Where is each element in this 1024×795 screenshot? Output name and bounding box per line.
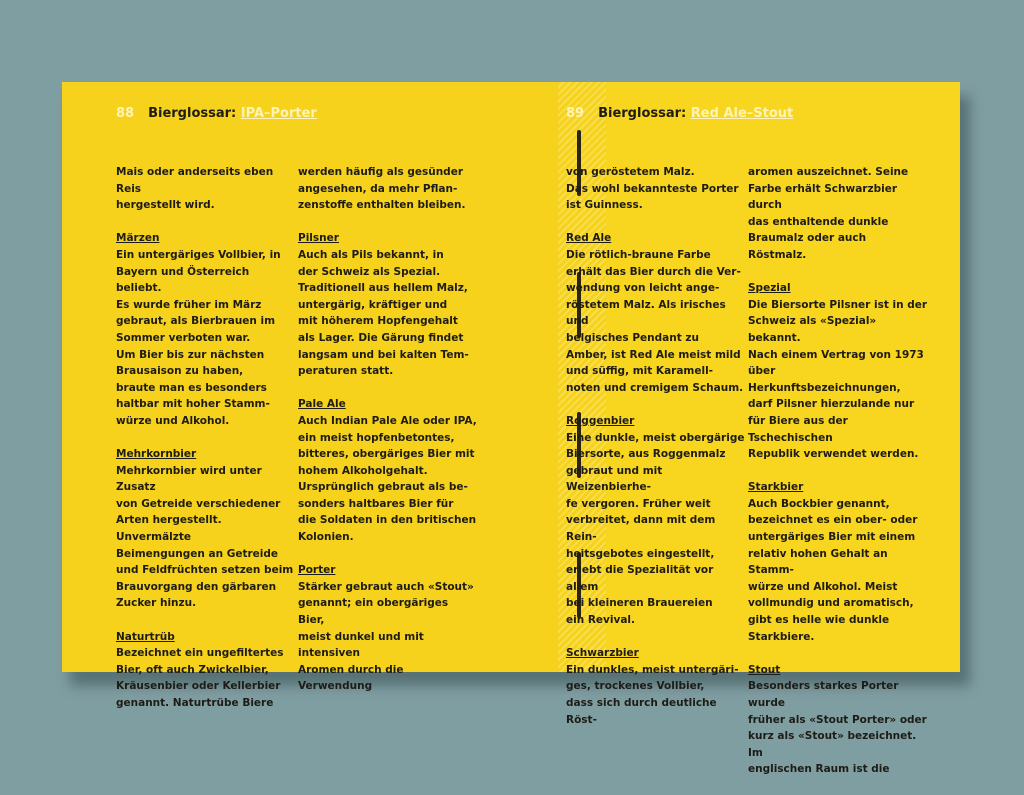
entry-term: Porter [298, 564, 336, 577]
entry-term: Märzen [116, 232, 160, 245]
entry-term: Schwarzbier [566, 647, 639, 660]
entry-text: Bezeichnet ein ungefiltertes Bier, oft auch Zwickelbier, Kräusenbier oder Kellerbier genannt. Naturtrübe Biere [116, 647, 284, 709]
entry-text: Die rötlich-braune Farbe erhält das Bier durch die Ver- wendung von leicht ange- röstetem Malz. Als irisches und belgisches Pendant zu Amber, ist Red Ale meist mild und süffig, mit Karamell- noten und cremigem Schaum. [566, 248, 744, 394]
entry-text: Stärker gebraut auch «Stout» genannt; ein obergäriges Bier, meist dunkel und mit intensiven Aromen durch die Verwendung [298, 580, 474, 693]
entry-text: Ein untergäriges Vollbier, in Bayern und Österreich beliebt. Es wurde früher im März gebraut, als Bierbrauen im Sommer verboten war. Um Bier bis zur nächsten Brausaison zu haben, braute man es besonders haltbar mit hoher Stamm- würze und Alkohol. [116, 248, 281, 427]
entry-text: Eine dunkle, meist obergärige Biersorte, aus Roggenmalz gebraut und mit Weizenbierhe- fe vergoren. Früher weit verbreitet, dann mit dem Rein- heitsgebotes eingestellt, erlebt die Spezialität vor allem bei kleineren Brauereien ein Revival. [566, 431, 745, 627]
left-page-header [116, 106, 317, 121]
entry-term: Naturtrüb [116, 630, 175, 643]
entry-text: Auch als Pils bekannt, in der Schweiz als Spezial. Traditionell aus hellem Malz, untergärig, kräftiger und mit höherem Hopfengehalt als Lager. Die Gärung findet langsam und bei kalten Tem- peraturen statt. [298, 248, 469, 378]
entry-term: Pale Ale [298, 398, 346, 411]
right-column-1 [566, 164, 746, 745]
entry-term: Mehrkornbier [116, 448, 197, 461]
right-column-2 [748, 164, 928, 795]
booklet-spread [62, 82, 960, 776]
entry-text: Auch Bockbier genannt, bezeichnet es ein ober- oder untergäriges Bier mit einem relativ hohen Gehalt an Stamm- würze und Alkohol. Meist vollmundig und aromatisch, gibt es helle wie dunkle Starkbiere. [748, 497, 918, 643]
page-number: 88 [116, 106, 135, 121]
entry-term: Roggenbier [566, 414, 635, 427]
entry-term: Spezial [748, 282, 791, 295]
entry-term: Red Ale [566, 232, 612, 245]
entry-text: Mehrkornbier wird unter Zusatz von Getreide verschiedener Arten hergestellt. Unvermälzte Beimengungen an Getreide und Feldfrüchten setzen beim Brauvorgang den gärbaren Zucker hinzu. [116, 464, 294, 610]
right-page-header [566, 106, 793, 121]
entry-text: Die Biersorte Pilsner ist in der Schweiz als «Spezial» bekannt. Nach einem Vertrag von 1973 über Herkunftsbezeichnungen, darf Pilsner hierzulande nur für Biere aus der Tschechischen Republik verwendet werden. [748, 298, 928, 461]
entry-term: Stout [748, 663, 781, 676]
intro-text: werden häufig als gesünder angesehen, da mehr Pflan- zenstoffe enthalten bleiben. [298, 166, 466, 212]
entry-term: Starkbier [748, 481, 804, 494]
intro-text: von geröstetem Malz. Das wohl bekannteste Porter ist Guinness. [566, 166, 739, 212]
page-range: Red Ale–Stout [690, 106, 794, 121]
page-title: Bierglossar: [148, 106, 237, 121]
intro-text: Mais oder anderseits eben Reis hergestellt wird. [116, 166, 274, 212]
entry-text: Ein dunkles, meist untergäri- ges, trockenes Vollbier, dass sich durch deutliche Röst- [566, 663, 739, 726]
intro-text: aromen auszeichnet. Seine Farbe erhält Schwarzbier durch das enthaltende dunkle Braumalz oder auch Röstmalz. [748, 166, 909, 261]
page-number: 89 [566, 106, 585, 121]
entry-text: Auch Indian Pale Ale oder IPA, ein meist hopfenbetontes, bitteres, obergäriges Bier mit hohem Alkoholgehalt. Ursprünglich gebraut als be- sonders haltbares Bier für die Soldaten in den britischen Kolonien. [298, 414, 477, 544]
entry-text: Besonders starkes Porter wurde früher als «Stout Porter» oder kurz als «Stout» bezeichnet. Im englischen Raum ist die [748, 680, 927, 776]
page-title: Bierglossar: [598, 106, 687, 121]
entry-term: Pilsner [298, 232, 339, 245]
left-column-2 [298, 164, 478, 712]
left-column-1 [116, 164, 296, 728]
page-range: IPA–Porter [240, 106, 317, 121]
